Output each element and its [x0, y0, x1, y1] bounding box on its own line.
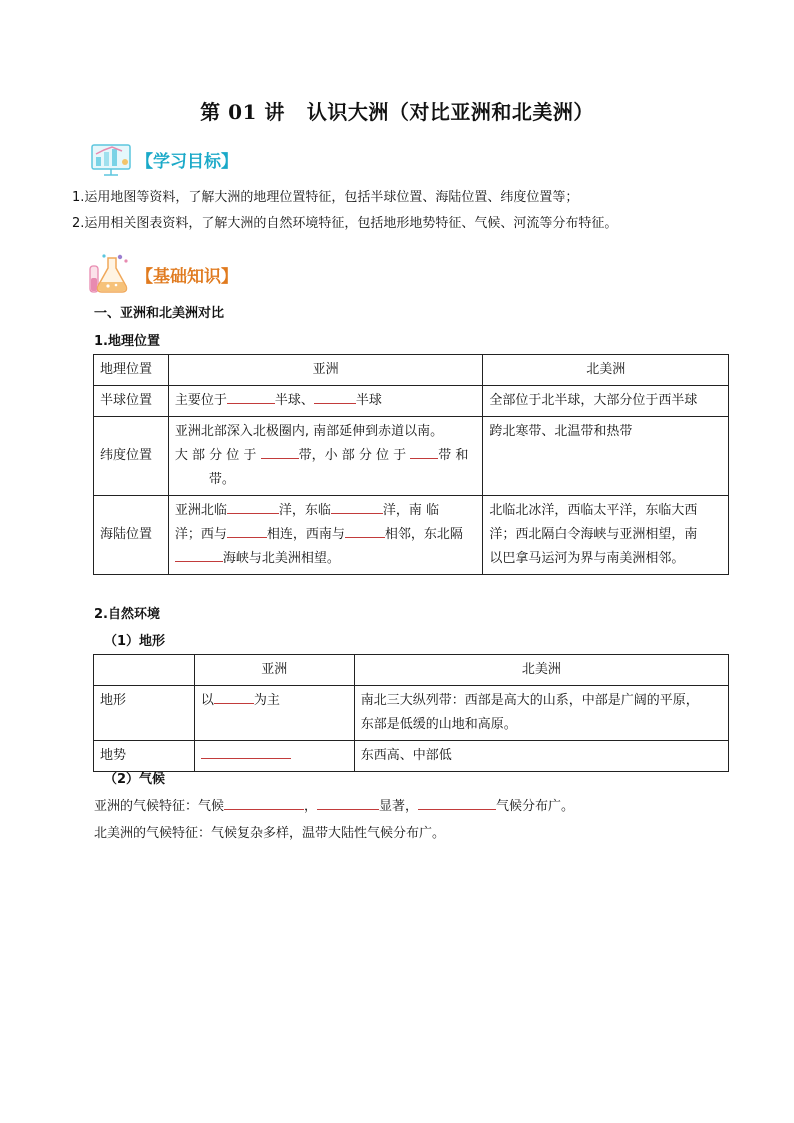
na-hemisphere-cell: 全部位于北半球，大部分位于西半球 [483, 386, 729, 417]
header-cell-empty [94, 655, 195, 686]
basic-knowledge-header [86, 252, 238, 296]
page-title [0, 96, 794, 125]
na-latitude-cell: 跨北寒带、北温带和热带 [483, 417, 729, 496]
learning-goals-header [90, 142, 238, 176]
row-label: 地势 [94, 741, 195, 772]
fill-blank [331, 499, 383, 514]
fill-blank [214, 689, 254, 704]
fill-blank [345, 523, 385, 538]
table-row-latitude [94, 417, 729, 496]
fill-blank [261, 444, 299, 459]
table-row-terrain [94, 686, 729, 741]
fill-blank [317, 795, 379, 810]
subheading-terrain: （1）地形 [104, 634, 166, 649]
fill-blank [410, 444, 438, 459]
subheading-location: 1.地理位置 [94, 334, 160, 349]
header-cell-asia: 亚洲 [194, 655, 354, 686]
na-terrain-cell: 南北三大纵列带：西部是高大的山系，中部是广阔的平原， 东部是低缓的山地和高原。 [354, 686, 728, 741]
goal-item-2: 2.运用相关图表资料，了解大洲的自然环境特征，包括地形地势特征、气候、河流等分布特征。 [72, 216, 618, 231]
header-cell-north-america: 北美洲 [483, 355, 729, 386]
fill-blank [175, 547, 223, 562]
fill-blank [418, 795, 496, 810]
table-header-row [94, 655, 729, 686]
table-row-sea-land [94, 496, 729, 575]
header-cell-north-america: 北美洲 [354, 655, 728, 686]
asia-terrain-cell: 以 为主 [194, 686, 354, 741]
row-label: 地形 [94, 686, 195, 741]
asia-climate-line: 亚洲的气候特征：气候 ， 显著， 气候分布广。 [94, 795, 574, 814]
na-elevation-cell: 东西高、中部低 [354, 741, 728, 772]
row-label: 纬度位置 [94, 417, 169, 496]
table-header-row [94, 355, 729, 386]
table-row-hemisphere [94, 386, 729, 417]
lecture-number: 第 01 讲 [200, 100, 285, 124]
subheading-climate: （2）气候 [104, 772, 166, 787]
fill-blank [227, 389, 275, 404]
table-row-elevation [94, 741, 729, 772]
fill-blank [314, 389, 356, 404]
lab-flask-icon [86, 252, 134, 296]
fill-blank [227, 523, 267, 538]
fill-blank [201, 744, 291, 759]
row-label: 海陆位置 [94, 496, 169, 575]
na-sea-land-cell: 北临北冰洋，西临太平洋，东临大西 洋；西北隔白令海峡与亚洲相望，南 以巴拿马运河为界与南美洲相邻。 [483, 496, 729, 575]
learning-goals-title: 【学习目标】 [136, 151, 238, 172]
fill-blank [224, 795, 304, 810]
na-climate-line: 北美洲的气候特征：气候复杂多样，温带大陆性气候分布广。 [94, 826, 446, 841]
fill-blank [227, 499, 279, 514]
presentation-board-icon [90, 142, 134, 176]
row-label: 半球位置 [94, 386, 169, 417]
header-cell-location: 地理位置 [94, 355, 169, 386]
terrain-comparison-table [93, 654, 729, 772]
section-heading-comparison: 一、亚洲和北美洲对比 [94, 306, 225, 321]
subheading-natural-environment: 2.自然环境 [94, 607, 160, 622]
location-comparison-table [93, 354, 729, 575]
lecture-topic: 认识大洲（对比亚洲和北美洲） [306, 100, 594, 124]
goal-item-1: 1.运用地图等资料，了解大洲的地理位置特征，包括半球位置、海陆位置、纬度位置等； [72, 190, 579, 205]
asia-sea-land-cell: 亚洲北临 洋，东临 洋，南 临 洋；西与 相连，西南与 相邻，东北隔 海峡与北美洲相望。 [168, 496, 483, 575]
asia-latitude-cell: 亚洲北部深入北极圈内, 南部延伸到赤道以南。 大 部 分 位 于 带，小 部 分 位 于 带 和 带。 [168, 417, 483, 496]
basic-knowledge-title: 【基础知识】 [136, 266, 238, 287]
header-cell-asia: 亚洲 [168, 355, 483, 386]
asia-elevation-cell [194, 741, 354, 772]
asia-hemisphere-cell: 主要位于 半球、 半球 [168, 386, 483, 417]
